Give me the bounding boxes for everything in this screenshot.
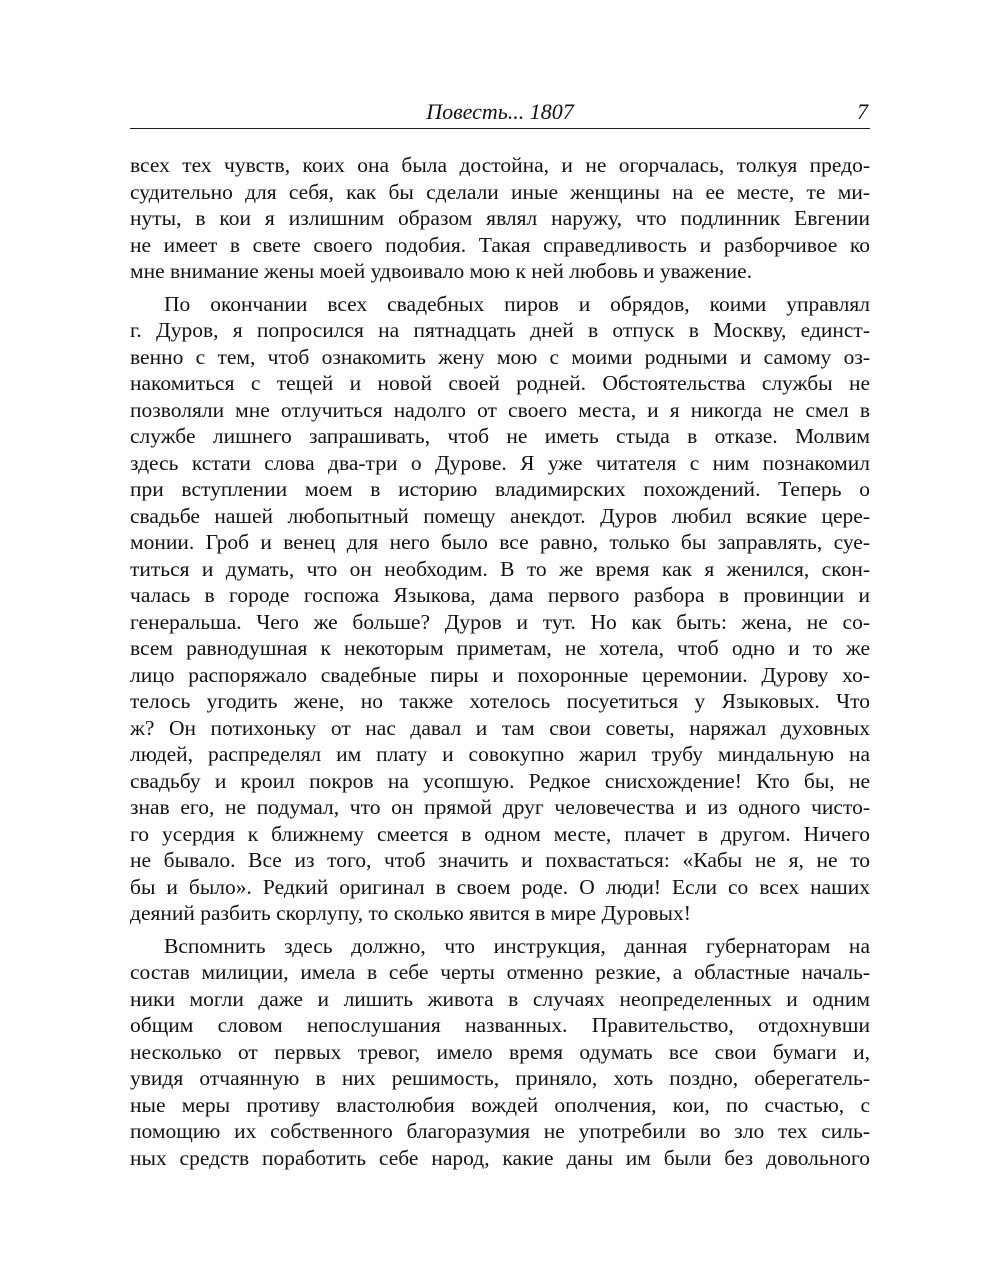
text-line: свадьбе нашей любопытный помещу анекдот. Дуров любил всякие цере- bbox=[130, 503, 870, 528]
text-line: знав его, не подумал, что он прямой друг человечества и из одного чисто- bbox=[130, 795, 870, 819]
text-line: судительно для себя, как бы сделали иные женщины на ее месте, те ми- bbox=[130, 179, 870, 204]
page-number: 7 bbox=[857, 99, 868, 124]
text-line: здесь кстати слова два-три о Дурове. Я уже читателя с ним познакомил bbox=[130, 450, 870, 475]
text-line: деяний разбить скорлупу, то сколько явится в мире Дуровых! bbox=[130, 901, 691, 925]
text-line: телось угодить жене, но также хотелось посуетиться у Языковых. Что bbox=[130, 689, 870, 713]
text-line: увидя отчаянную в них решимость, приняло, хоть поздно, оберегатель- bbox=[130, 1066, 870, 1090]
text-line: венно с тем, чтоб ознакомить жену мою с моими родными и самому оз- bbox=[130, 344, 870, 369]
text-line: позволяли мне отлучиться надолго от своего места, и я никогда не смел в bbox=[130, 397, 870, 422]
text-line: го усердия к ближнему смеется в одном месте, плачет в другом. Ничего bbox=[130, 821, 870, 846]
text-line: нуты, в кои я излишним образом являл наружу, что подлинник Евгении bbox=[130, 206, 870, 230]
text-line: ные меры противу властолюбия вождей ополчения, кои, по счастью, с bbox=[130, 1092, 870, 1117]
text-line: генеральша. Чего же больше? Дуров и тут. Но как быть: жена, не со- bbox=[130, 609, 870, 634]
text-line: По окончании всех свадебных пиров и обрядов, коими управлял bbox=[164, 291, 870, 316]
text-line: всех тех чувств, коих она была достойна, и не огорчалась, толкуя предо- bbox=[130, 153, 870, 177]
text-line: бы и было». Редкий оригинал в своем роде. О люди! Если со всех наших bbox=[130, 874, 870, 899]
text-line: всем равнодушная к некоторым приметам, не хотела, чтоб одно и то же bbox=[130, 636, 870, 660]
text-line: Вспомнить здесь должно, что инструкция, данная губернаторам на bbox=[164, 933, 870, 958]
text-line: лицо распоряжало свадебные пиры и похоронные церемонии. Дурову хо- bbox=[130, 662, 870, 687]
paragraph bbox=[130, 291, 870, 927]
text-line: свадьбу и кроил покров на усопшую. Редкое снисхождение! Кто бы, не bbox=[130, 768, 870, 793]
text-line: титься и думать, что он необходим. В то же время как я женился, скон- bbox=[130, 556, 870, 581]
text-line: несколько от первых тревог, имело время одумать все свои бумаги и, bbox=[130, 1039, 870, 1064]
running-title: Повесть... 1807 bbox=[426, 99, 574, 124]
text-line: монии. Гроб и венец для него было все равно, только бы заправлять, суе- bbox=[130, 530, 870, 554]
text-line: не бывало. Все из того, чтоб значить и похвастаться: «Кабы не я, не то bbox=[130, 848, 870, 872]
text-line: чалась в городе госпожа Языкова, дама первого разбора в провинции и bbox=[130, 583, 870, 607]
text-line: людей, распределял им плату и совокупно жарил трубу миндальную на bbox=[130, 742, 870, 766]
text-line: накомиться с тещей и новой своей родней. Обстоятельства службы не bbox=[130, 371, 870, 395]
text-line: состав милиции, имела в себе черты отменно резкие, а областные началь- bbox=[130, 960, 870, 984]
text-line: ники могли даже и лишить живота в случаях неопределенных и одним bbox=[130, 986, 870, 1011]
text-line: общим словом непослушания названных. Правительство, отдохнувши bbox=[130, 1013, 870, 1037]
text-line: мне внимание жены моей удвоивало мою к ней любовь и уважение. bbox=[130, 259, 753, 283]
text-line: службе лишнего запрашивать, чтоб не иметь стыда в отказе. Молвим bbox=[130, 424, 870, 448]
text-line: при вступлении моем в историю владимирских похождений. Теперь о bbox=[130, 477, 870, 501]
text-line: помощию их собственного благоразумия не употребили во зло тех силь- bbox=[130, 1119, 870, 1143]
paragraph bbox=[130, 152, 870, 285]
body-text bbox=[130, 152, 870, 1171]
paragraph bbox=[130, 933, 870, 1172]
text-line: не имеет в свете своего подобия. Такая справедливость и разборчивое ко bbox=[130, 232, 870, 257]
text-line: ных средств поработить себе народ, какие даны им были без довольного bbox=[130, 1145, 870, 1170]
running-header bbox=[130, 98, 870, 129]
text-line: ж? Он потихоньку от нас давал и там свои советы, наряжал духовных bbox=[130, 715, 870, 740]
text-line: г. Дуров, я попросился на пятнадцать дней в отпуск в Москву, единст- bbox=[130, 318, 870, 342]
